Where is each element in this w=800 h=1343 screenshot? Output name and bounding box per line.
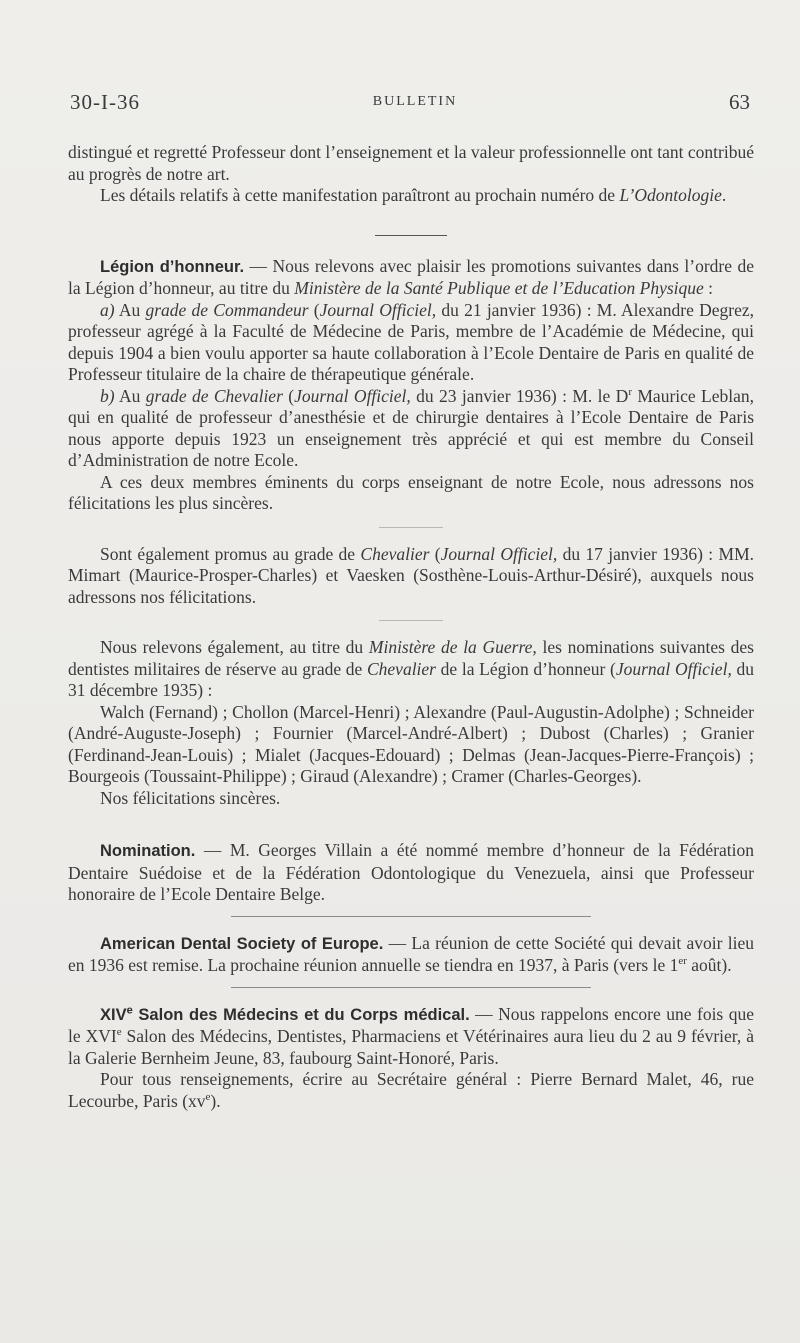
- guerre-text-2: les nominations suivantes des dentistes militaires de réserve au grade de: [68, 637, 754, 679]
- b-text-3: du 23 janvier 1936) : M. le D: [410, 385, 629, 406]
- b-text-1: Au: [114, 385, 146, 406]
- a-text-3: du 21 janvier 1936) : M. Alexandre Degrez, professeur agrégé à la Faculté de Médecine de Paris, membre de l’Académie de Médecine, qui depuis 1904 a bien voulu apporter sa haute collaboration à l’Ecole Dentaire de Paris en qualité de Professeur titulaire de la chaire de thérapeutique générale.: [68, 299, 754, 384]
- details-end: .: [721, 185, 727, 205]
- also-grade: Chevalier: [360, 543, 430, 564]
- salon-sup: e: [116, 1026, 122, 1039]
- b-grade: grade de Chevalier: [145, 385, 283, 406]
- article-body: [68, 142, 754, 1112]
- american-sup: er: [678, 955, 687, 968]
- label-a: a): [100, 299, 115, 320]
- salon-heading-b: Salon des Médecins et du Corps médical.: [132, 1005, 470, 1024]
- b-journal: Journal Officiel,: [294, 385, 411, 406]
- divider-short-2: [379, 620, 443, 621]
- also-text-2: (: [429, 543, 441, 564]
- legion-heading: Légion d’honneur.: [100, 257, 245, 276]
- divider-short: [379, 527, 443, 528]
- details-text: Les détails relatifs à cette manifestation paraîtront au prochain numéro de: [100, 185, 616, 205]
- legion-text: — Nous relevons avec plaisir les promotions suivantes dans l’ordre de la Légion d’honneur, au titre du: [68, 255, 754, 298]
- salon-heading-a: XIV: [100, 1005, 127, 1024]
- legion-paragraph: [68, 256, 754, 300]
- header-title: BULLETIN: [372, 94, 458, 109]
- salon-heading: [100, 1006, 470, 1024]
- salon-info-text-1: Pour tous renseignements, écrire au Secrétaire général : Pierre Bernard Malet, 46, rue Lecourbe, Paris (xv: [68, 1069, 754, 1111]
- running-header: [70, 90, 760, 114]
- american-text-1: — La réunion de cette Société qui devait avoir lieu en 1936 est remise. La prochaine réunion annuelle se tiendra en 1937, à Paris (vers le 1: [68, 932, 754, 975]
- divider-long: [231, 916, 591, 917]
- guerre-paragraph: [68, 637, 754, 702]
- guerre-text-3: de la Légion d’honneur (: [436, 658, 616, 679]
- american-heading: American Dental Society of Europe.: [100, 934, 384, 953]
- b-text-2: (: [282, 385, 295, 406]
- journal-title: L’Odontologie: [619, 185, 722, 205]
- guerre-journal: Journal Officiel,: [615, 658, 732, 679]
- section-divider: [375, 235, 447, 236]
- b-text-4: Maurice Leblan, qui en qualité de professeur d’anesthésie et de chirurgie dentaires à l’Ecole Dentaire de Paris nous apporte depuis 1923 un enseignement très apprécié et qui est membre du Conseil d’Administration de notre Ecole.: [68, 385, 755, 470]
- legion-ministry: Ministère de la Santé Publique et de l’Education Physique: [294, 278, 704, 298]
- also-text-1: Sont également promus au grade de: [100, 543, 361, 564]
- nomination-text: — M. Georges Villain a été nommé membre d’honneur de la Fédération Dentaire Suédoise et de la Fédération Odontologique du Venezuela, ainsi que Professeur honoraire de l’Ecole Dentaire Belge.: [68, 840, 754, 904]
- american-paragraph: [68, 933, 754, 977]
- header-date: 30-I-36: [70, 90, 140, 114]
- salon-info-text-2: ).: [210, 1090, 221, 1111]
- nomination-paragraph: [68, 840, 754, 906]
- a-text-2: (: [308, 299, 320, 320]
- guerre-congrats: Nos félicitations sincères.: [100, 787, 281, 808]
- legion-colon: :: [703, 278, 714, 298]
- salon-paragraph: [68, 1004, 754, 1070]
- paragraph-details: [68, 185, 754, 207]
- guerre-text-1: Nous relevons également, au titre du: [100, 637, 369, 657]
- salon-text-2: Salon des Médecins, Dentistes, Pharmaciens et Vétérinaires aura lieu du 2 au 9 février, à la Galerie Bernheim Jeune, 83, faubourg Saint-Honoré, Paris.: [68, 1026, 754, 1068]
- paragraph-b: [68, 386, 754, 472]
- guerre-text-4: du 31 décembre 1935) :: [68, 658, 755, 700]
- a-grade: grade de Commandeur: [145, 299, 309, 320]
- american-text-2: août).: [686, 955, 732, 975]
- salon-text-1: — Nous rappelons encore une fois que le XVI: [68, 1003, 754, 1046]
- guerre-grade: Chevalier: [366, 658, 436, 679]
- paragraph-a: [68, 300, 754, 386]
- also-paragraph: [68, 544, 754, 609]
- congrats-paragraph: A ces deux membres éminents du corps enseignant de notre Ecole, nous adressons nos félicitations les plus sincères.: [68, 471, 754, 513]
- guerre-ministry: Ministère de la Guerre,: [368, 637, 537, 657]
- divider-long-2: [231, 987, 591, 988]
- also-journal: Journal Officiel,: [440, 543, 558, 564]
- nomination-heading: Nomination.: [100, 842, 196, 860]
- also-text-3: du 17 janvier 1936) : MM. Mimart (Maurice-Prosper-Charles) et Vaesken (Sosthène-Louis-Arthur-Désiré), auxquels nous adressons nos félicitations.: [68, 543, 755, 607]
- salon-info: [68, 1069, 754, 1112]
- page-number: 63: [729, 90, 750, 114]
- salon-info-sup: e: [205, 1090, 211, 1103]
- b-sup: r: [628, 385, 632, 398]
- salon-heading-sup: e: [126, 1004, 133, 1016]
- guerre-names: Walch (Fernand) ; Chollon (Marcel-Henri) ; Alexandre (Paul-Augustin-Adolphe) ; Schneider (André-Auguste-Joseph) ; Fournier (Marcel-André-Albert) ; Dubost (Charles) ; Granier (Ferdinand-Jean-Louis) ; Mialet (Jacques-Edouard) ; Delmas (Jean-Jacques-Pierre-François) ; Bourgeois (Toussaint-Philippe) ; Giraud (Alexandre) ; Cramer (Charles-Georges).: [68, 701, 754, 786]
- a-text-1: Au: [114, 299, 146, 320]
- a-journal: Journal Officiel,: [319, 299, 437, 320]
- label-b: b): [100, 385, 115, 406]
- paragraph-continued: distingué et regretté Professeur dont l’enseignement et la valeur professionnelle ont tant contribué au progrès de notre art.: [68, 142, 754, 184]
